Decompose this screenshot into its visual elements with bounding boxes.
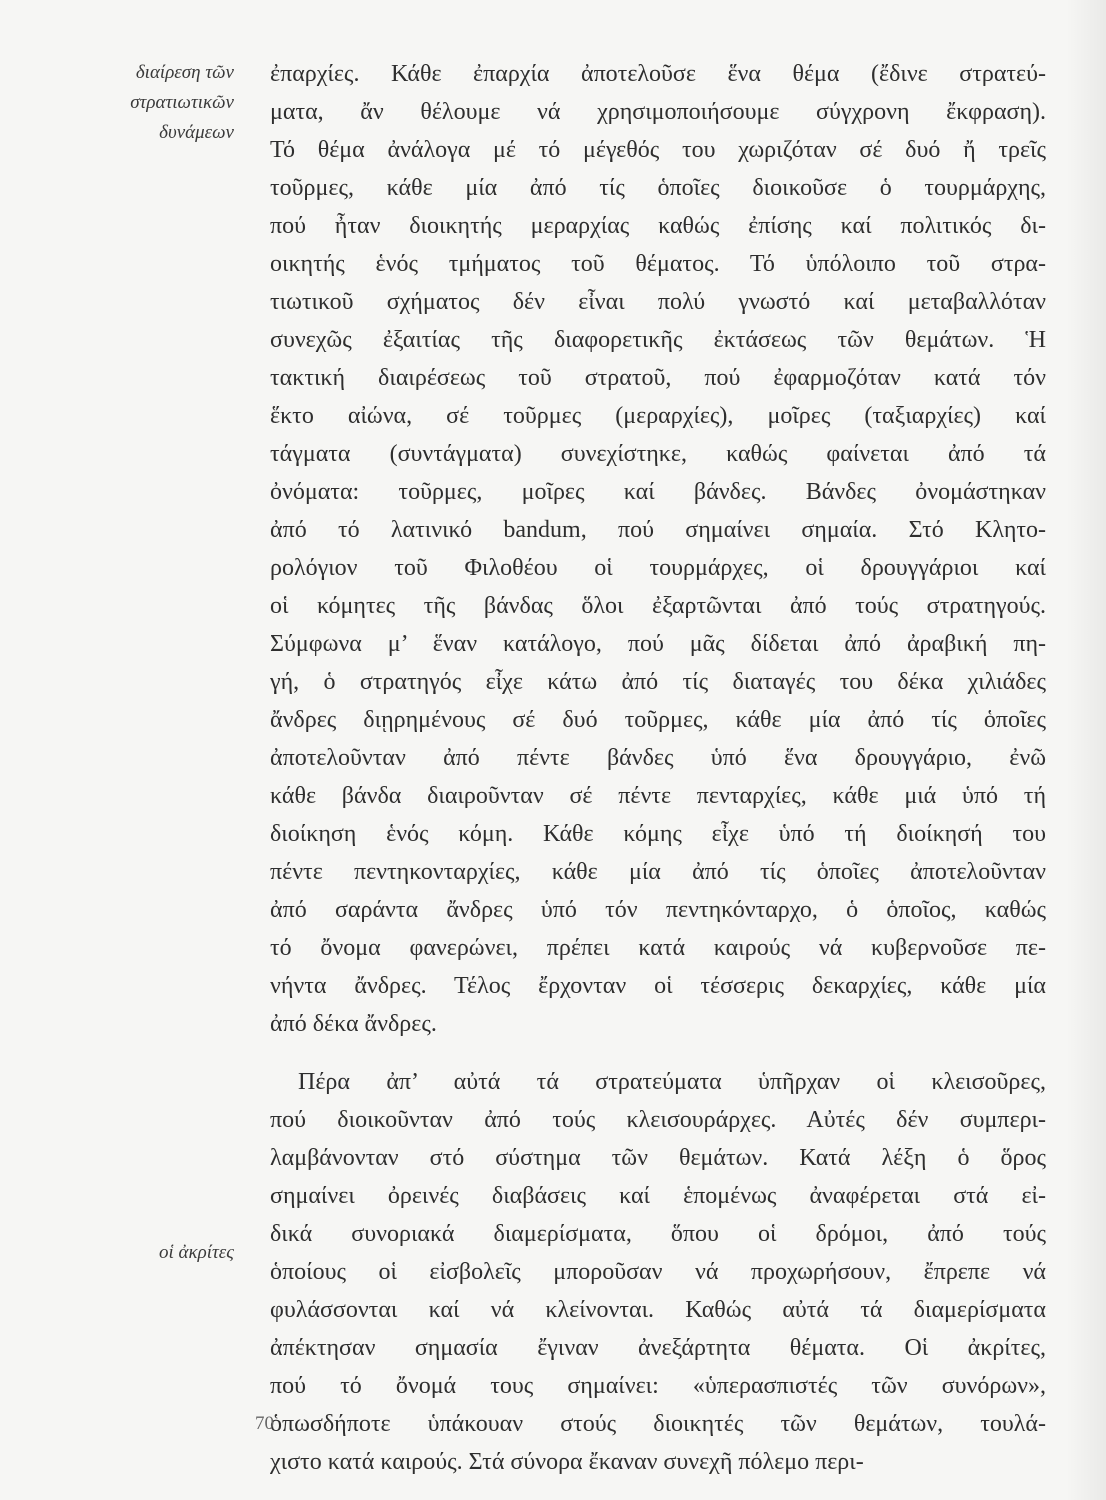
- text-line: ἀπό σαράντα ἄνδρες ὑπό τόν πεντηκόνταρχο, ὁ ὁποῖος, καθώς: [270, 897, 1046, 923]
- main-text: [270, 55, 1046, 1481]
- text-line: πού διοικοῦνταν ἀπό τούς κλεισουράρχες. Αὐτές δέν συμπερι-: [270, 1107, 1046, 1133]
- gutter-shadow: [1066, 0, 1106, 1500]
- text-line: ἀπέκτησαν σημασία ἔγιναν ἀνεξάρτητα θέματα. Οἱ ἀκρίτες,: [270, 1335, 1046, 1361]
- text-line: ὁποίους οἱ εἰσβολεῖς μποροῦσαν νά προχωρήσουν, ἔπρεπε νά: [270, 1259, 1046, 1285]
- paragraph-1: [270, 55, 1046, 1043]
- text-line: ἀποτελοῦνταν ἀπό πέντε βάνδες ὑπό ἕνα δρουγγάριο, ἐνῶ: [270, 745, 1046, 771]
- text-line: χιστο κατά καιρούς. Στά σύνορα ἔκαναν συνεχῆ πόλεμο περι-: [270, 1449, 864, 1475]
- text-line: ἐπαρχίες. Κάθε ἐπαρχία ἀποτελοῦσε ἕνα θέμα (ἔδινε στρατεύ-: [270, 61, 1046, 87]
- text-line: διοίκηση ἑνός κόμη. Κάθε κόμης εἶχε ὑπό τή διοίκησή του: [270, 821, 1046, 847]
- paragraph-gap: [270, 1043, 1046, 1063]
- text-line: λαμβάνονταν στό σύστημα τῶν θεμάτων. Κατά λέξη ὁ ὅρος: [270, 1145, 1046, 1171]
- text-line: οικητής ἑνός τμήματος τοῦ θέματος. Τό ὑπόλοιπο τοῦ στρα-: [270, 251, 1046, 277]
- text-line: συνεχῶς ἐξαιτίας τῆς διαφορετικῆς ἐκτάσεως τῶν θεμάτων. Ἡ: [270, 327, 1046, 353]
- margin-note-line: δυνάμεων: [159, 122, 234, 143]
- text-line: τοῦρμες, κάθε μία ἀπό τίς ὁποῖες διοικοῦσε ὁ τουρμάρχης,: [270, 175, 1046, 201]
- text-line: κάθε βάνδα διαιροῦνταν σέ πέντε πενταρχίες, κάθε μιά ὑπό τή: [270, 783, 1046, 809]
- text-line: ἀπό τό λατινικό bandum, πού σημαίνει σημαία. Στό Κλητο-: [270, 517, 1046, 543]
- paragraph-2: [270, 1063, 1046, 1481]
- text-line: ρολόγιον τοῦ Φιλοθέου οἱ τουρμάρχες, οἱ δρουγγάριοι καί: [270, 555, 1046, 581]
- text-line: τιωτικοῦ σχήματος δέν εἶναι πολύ γνωστό καί μεταβαλλόταν: [270, 289, 1046, 315]
- page-number: 70: [255, 1413, 274, 1434]
- text-line: φυλάσσονται καί νά κλείνονται. Καθώς αὐτά τά διαμερίσματα: [270, 1297, 1046, 1323]
- margin-note-division: [96, 58, 234, 148]
- text-line: τάγματα (συντάγματα) συνεχίστηκε, καθώς φαίνεται ἀπό τά: [270, 441, 1046, 467]
- margin-note-line: διαίρεση τῶν: [135, 62, 234, 83]
- text-line: δικά συνοριακά διαμερίσματα, ὅπου οἱ δρόμοι, ἀπό τούς: [270, 1221, 1046, 1247]
- text-line: Τό θέμα ἀνάλογα μέ τό μέγεθός του χωριζόταν σέ δυό ἤ τρεῖς: [270, 137, 1046, 163]
- text-line: σημαίνει ὀρεινές διαβάσεις καί ἑπομένως ἀναφέρεται στά εἰ-: [270, 1183, 1046, 1209]
- text-line: νήντα ἄνδρες. Τέλος ἔρχονταν οἱ τέσσερις δεκαρχίες, κάθε μία: [270, 973, 1046, 999]
- text-line: ἀπό δέκα ἄνδρες.: [270, 1011, 437, 1037]
- text-line: τό ὄνομα φανερώνει, πρέπει κατά καιρούς νά κυβερνοῦσε πε-: [270, 935, 1046, 961]
- margin-note-akrites: [96, 1238, 234, 1268]
- text-line: ἄνδρες διῃρημένους σέ δυό τοῦρμες, κάθε μία ἀπό τίς ὁποῖες: [270, 707, 1046, 733]
- text-line: Σύμφωνα μ’ ἕναν κατάλογο, πού μᾶς δίδεται ἀπό ἀραβική πη-: [270, 631, 1046, 657]
- text-line: πού ἦταν διοικητής μεραρχίας καθώς ἐπίσης καί πολιτικός δι-: [270, 213, 1046, 239]
- text-line: οἱ κόμητες τῆς βάνδας ὅλοι ἐξαρτῶνται ἀπό τούς στρατηγούς.: [270, 593, 1046, 619]
- text-line: ὀνόματα: τοῦρμες, μοῖρες καί βάνδες. Βάνδες ὀνομάστηκαν: [270, 479, 1046, 505]
- margin-note-line: στρατιωτικῶν: [130, 92, 234, 113]
- text-line: Πέρα ἀπ’ αὐτά τά στρατεύματα ὑπῆρχαν οἱ κλεισοῦρες,: [298, 1069, 1046, 1095]
- text-line: τακτική διαιρέσεως τοῦ στρατοῦ, πού ἐφαρμοζόταν κατά τόν: [270, 365, 1046, 391]
- text-line: ματα, ἄν θέλουμε νά χρησιμοποιήσουμε σύγχρονη ἔκφραση).: [270, 99, 1046, 125]
- text-line: γή, ὁ στρατηγός εἶχε κάτω ἀπό τίς διαταγές του δέκα χιλιάδες: [270, 669, 1046, 695]
- margin-note-line: οἱ ἀκρίτες: [158, 1242, 234, 1263]
- text-line: ἕκτο αἰώνα, σέ τοῦρμες (μεραρχίες), μοῖρες (ταξιαρχίες) καί: [270, 403, 1046, 429]
- text-line: ὁπωσδήποτε ὑπάκουαν στούς διοικητές τῶν θεμάτων, τουλά-: [270, 1411, 1046, 1437]
- text-line: πού τό ὄνομά τους σημαίνει: «ὑπερασπιστές τῶν συνόρων»,: [270, 1373, 1046, 1399]
- text-line: πέντε πεντηκονταρχίες, κάθε μία ἀπό τίς ὁποῖες ἀποτελοῦνταν: [270, 859, 1046, 885]
